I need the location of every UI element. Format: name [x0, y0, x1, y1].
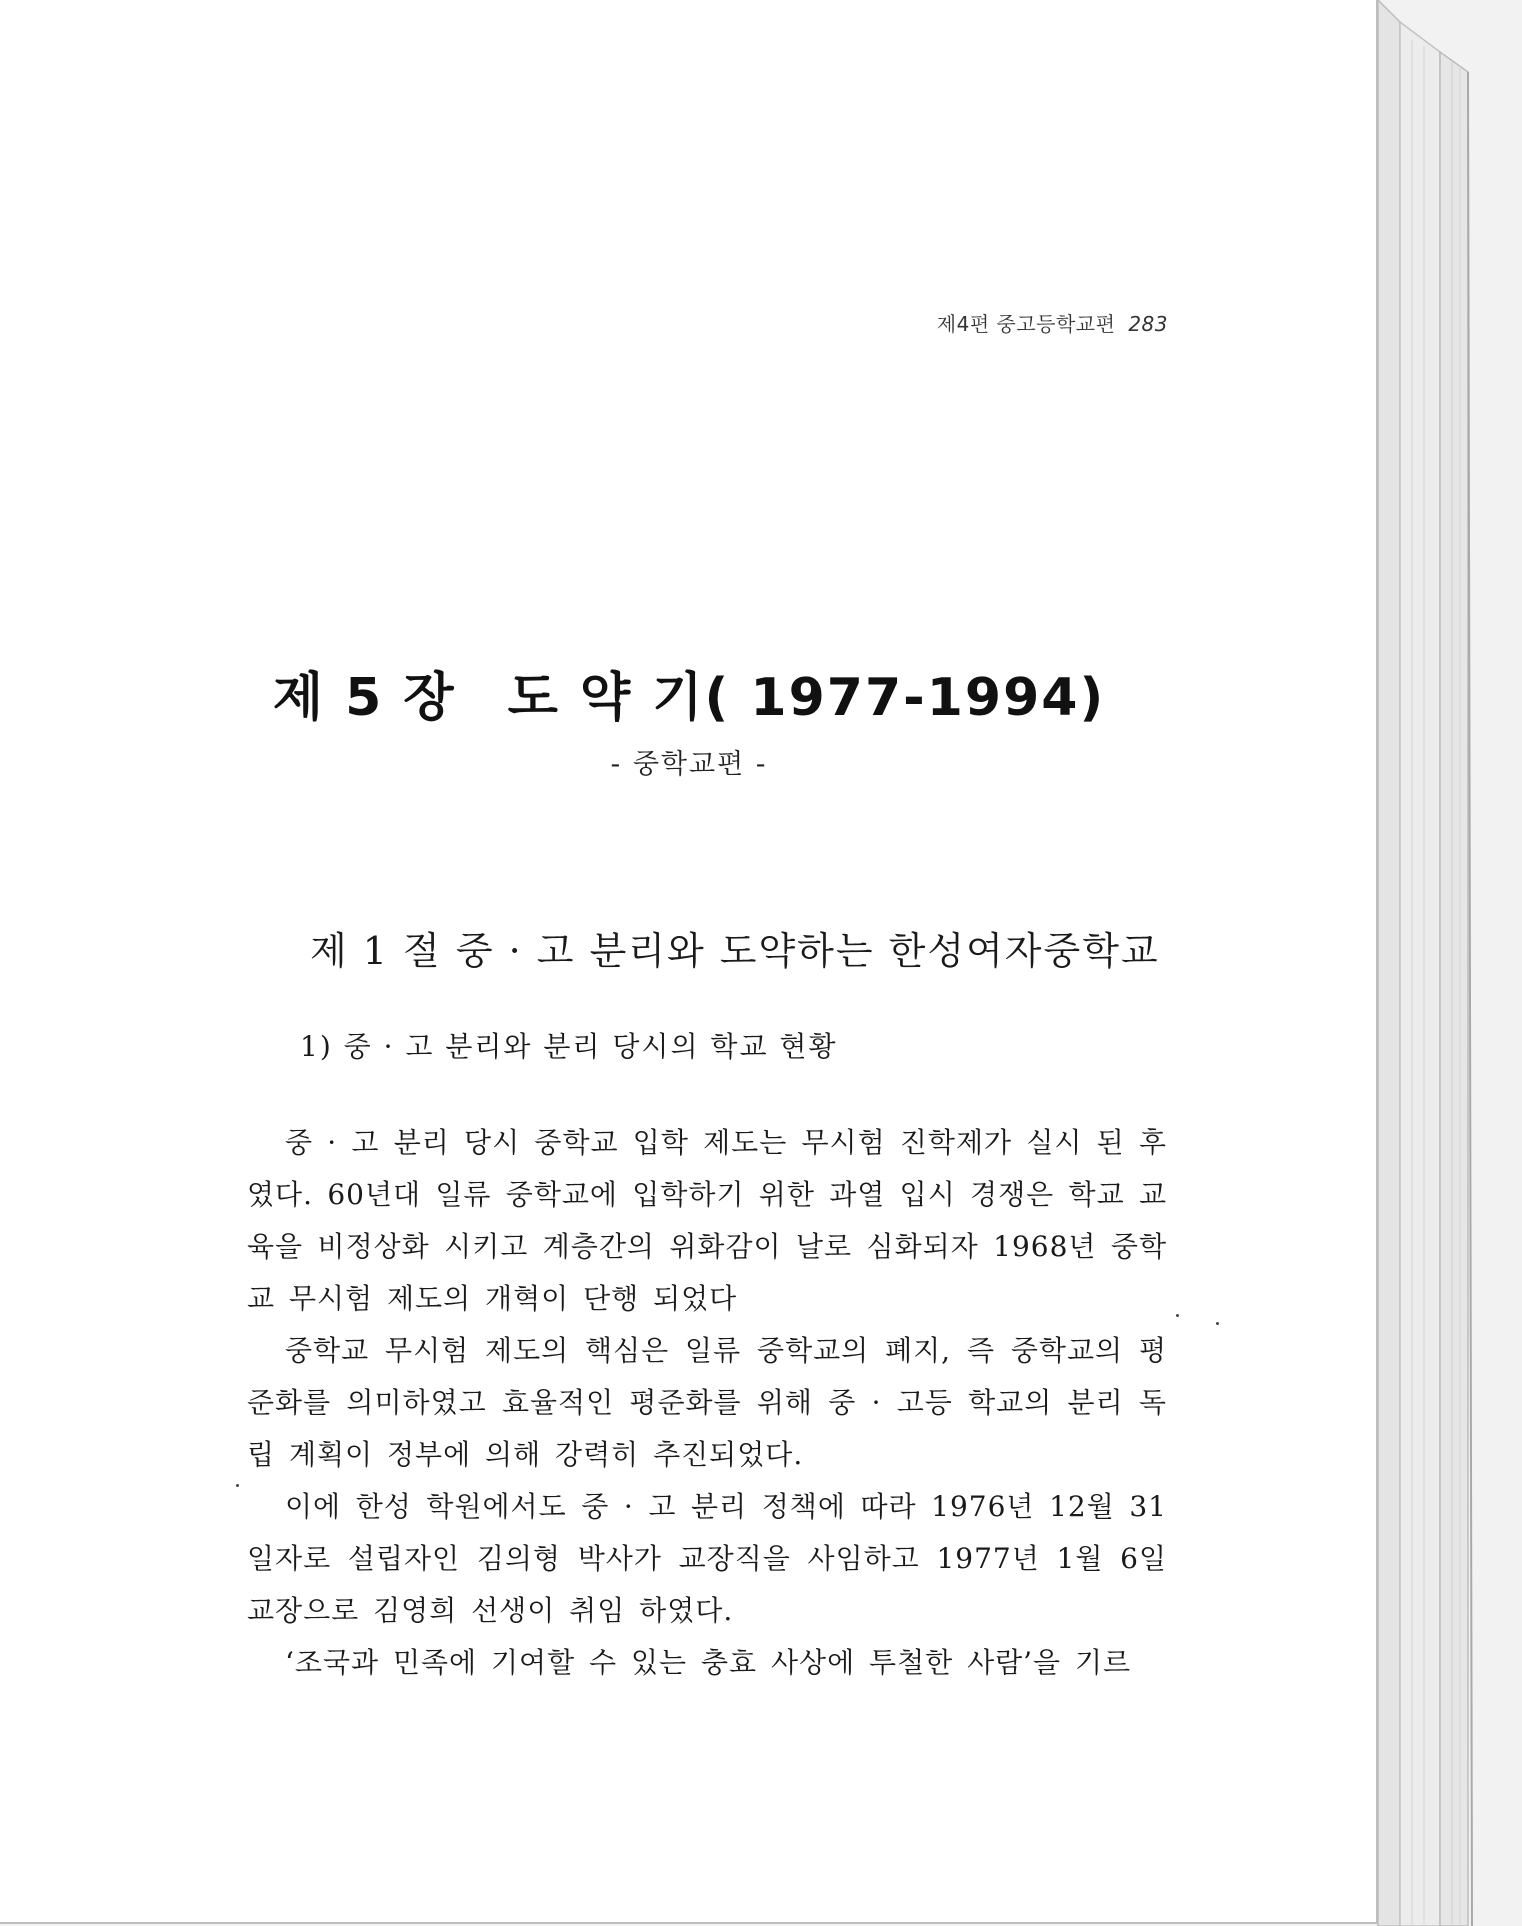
paragraph: 중학교 무시험 제도의 핵심은 일류 중학교의 폐지, 즉 중학교의 평준화를 의미하였고 효율적인 평준화를 위해 중 · 고등 학교의 분리 독립 계획이 정부에 의해 강력히 추진되었다. [247, 1334, 1167, 1471]
paragraph: ‘조국과 민족에 기여할 수 있는 충효 사상에 투철한 사람’을 기르 [285, 1646, 1132, 1679]
scan-speck [1216, 1322, 1219, 1325]
page-stack-edge [1372, 0, 1492, 1926]
body-text [247, 1117, 1167, 1689]
chapter-title [0, 655, 1378, 730]
paragraph: 이에 한성 학원에서도 중 · 고 분리 정책에 따라 1976년 12월 31일자로 설립자인 김의형 박사가 교장직을 사임하고 1977년 1월 6일 교장으로 김영희 선생이 취임 하였다. [247, 1490, 1167, 1627]
chapter-subtitle: - 중학교편 - [610, 749, 768, 780]
chapter-label: 제 5 장 [272, 668, 456, 728]
running-head [937, 308, 1168, 337]
scan-speck [1176, 1314, 1179, 1317]
page-number: 283 [1128, 312, 1168, 336]
chapter-name: 도 약 기( 1977-1994) [507, 668, 1106, 728]
subsection-title: 1) 중 · 고 분리와 분리 당시의 학교 현황 [300, 1030, 838, 1063]
running-head-text: 제4편 중고등학교편 [936, 312, 1116, 336]
paragraph: 중 · 고 분리 당시 중학교 입학 제도는 무시험 진학제가 실시 된 후였다. 60년대 일류 중학교에 입학하기 위한 과열 입시 경쟁은 학교 교육을 비정상화 시키고 계층간의 위화감이 날로 심화되자 1968년 중학교 무시험 제도의 개혁이 단행 되었다 [247, 1126, 1167, 1315]
section-title: 제 1 절 중 · 고 분리와 도약하는 한성여자중학교 [310, 929, 1160, 973]
scan-speck [236, 1484, 239, 1487]
